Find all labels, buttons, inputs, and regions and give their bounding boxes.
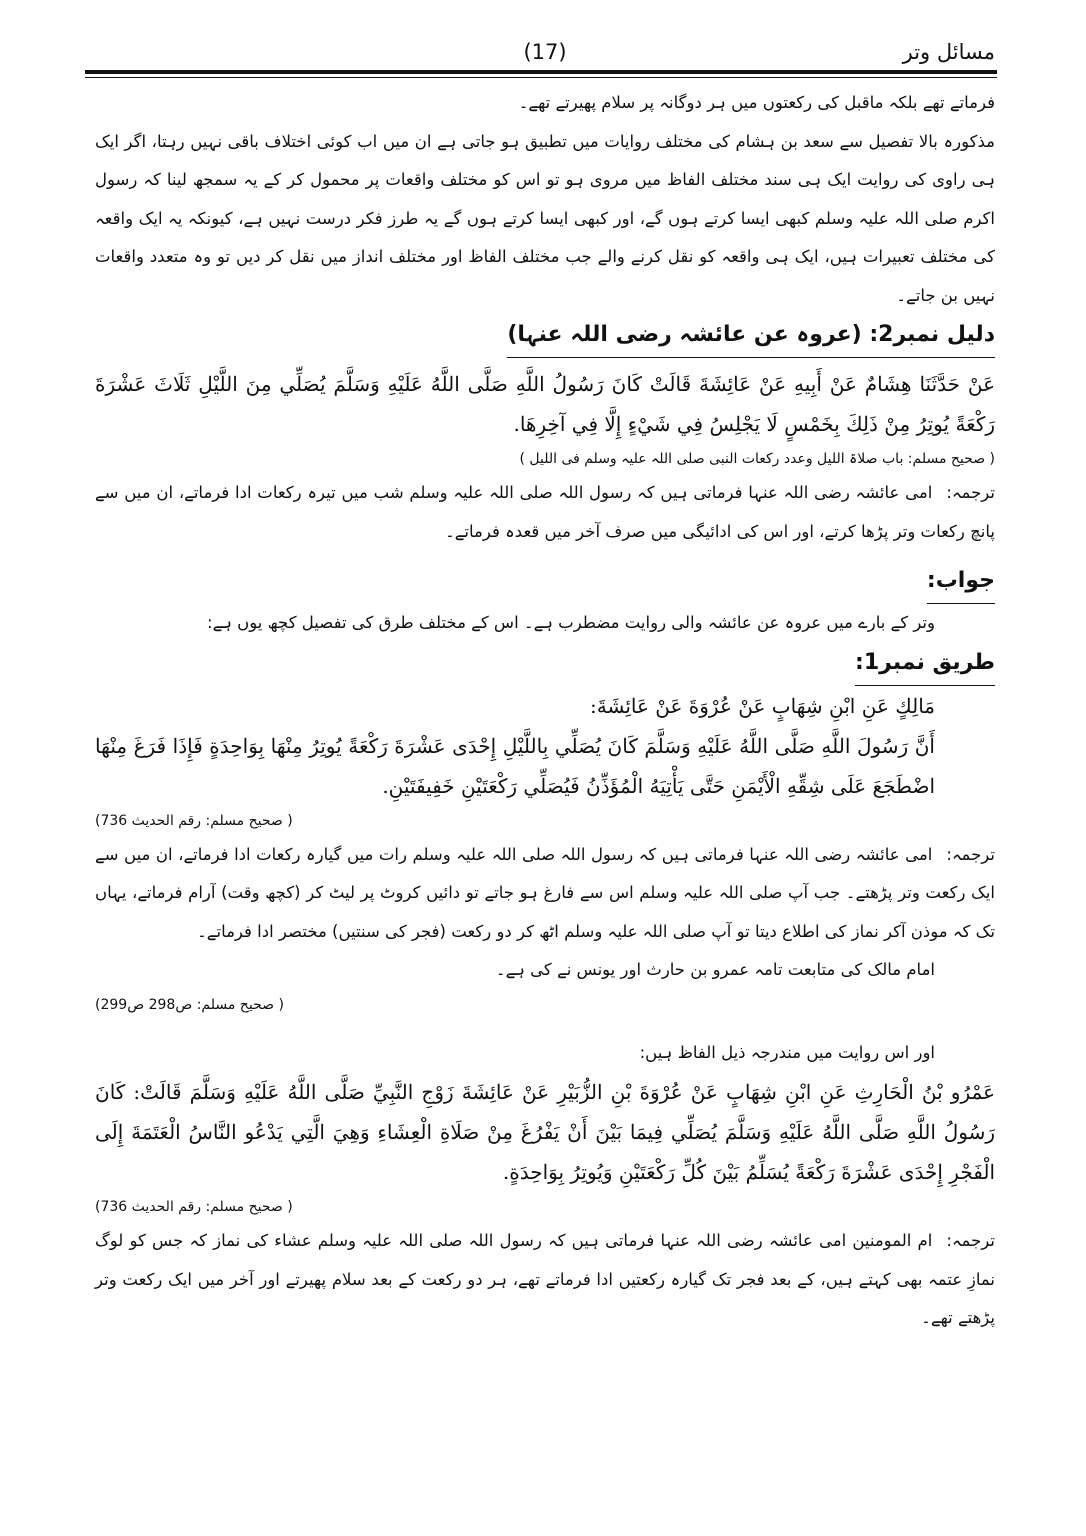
riwayah-2-reference: ( صحیح مسلم: رقم الحدیث 736) <box>95 1199 293 1215</box>
header-rule-thick <box>85 70 997 74</box>
jawab-text: وتر کے بارے میں عروہ عن عائشہ والی روایت مضطرب ہے۔ اس کے مختلف طرق کی تفصیل کچھ یوں ہے: <box>207 613 935 632</box>
translation-label: ترجمہ: <box>946 1231 995 1250</box>
translation-label: ترجمہ: <box>946 844 995 864</box>
header-rule-thin <box>85 77 997 78</box>
paragraph-1: فرماتے تھے بلکہ ماقبل کی رکعتوں میں ہر دوگانہ پر سلام پھیرتے تھے۔ <box>518 93 995 112</box>
tareeq-1-translation <box>95 836 995 952</box>
translation-label: ترجمہ: <box>946 483 995 502</box>
tareeq-1-reference: ( صحیح مسلم: رقم الحدیث 736) <box>95 812 293 829</box>
dalil-2-translation <box>95 474 995 551</box>
tareeq-1-translation-text: امی عائشہ رضی اللہ عنہا فرماتی ہیں کہ رسول اللہ صلی اللہ علیہ وسلم رات میں گیارہ رکعات ادا فرماتے، ان میں سے ایک رکعت وتر پڑھتے۔ جب آپ صلی اللہ علیہ وسلم اس سے فارغ ہو جاتے تو دائیں کروٹ پر لیٹ کر (کچھ وقت) آرام فرماتے، یہاں تک کہ موذن آکر نماز کی اطلاع دیتا تو آپ صلی اللہ علیہ وسلم اٹھ کر دو رکعت (فجر کی سنتیں) مختصر ادا فرماتے۔ <box>95 844 995 941</box>
riwayah-2-translation <box>95 1222 995 1338</box>
tareeq-1-reference-2: ( صحیح مسلم: ص298 ص299) <box>95 996 284 1013</box>
dalil-2-heading: دلیل نمبر2: (عروہ عن عائشہ رضی اللہ عنہا) <box>507 315 995 358</box>
dalil-2-arabic-text: عَنْ حَدَّثَنَا هِشَامٌ عَنْ أَبِيهِ عَنْ عَائِشَةَ قَالَتْ كَانَ رَسُولُ اللَّهِ صَلَّى اللَّهُ عَلَيْهِ وَسَلَّمَ يُصَلِّي مِنَ اللَّيْلِ ثَلَاثَ عَشْرَةَ رَكْعَةً يُوتِرُ مِنْ ذَلِكَ بِخَمْسٍ لَا يَجْلِسُ فِي شَيْءٍ إِلَّا فِي آخِرِهَا. <box>95 372 995 436</box>
dalil-2-translation-text: امی عائشہ رضی اللہ عنہا فرماتی ہیں کہ رسول اللہ صلی اللہ علیہ وسلم شب میں تیرہ رکعات ادا فرماتے، ان میں سے پانچ رکعات وتر پڑھا کرتے، اور اس کی ادائیگی میں صرف آخر میں قعدہ فرماتے۔ <box>95 483 995 541</box>
jawab-heading: جواب: <box>927 561 995 604</box>
page-number: (17) <box>523 40 567 64</box>
dalil-2-reference: ( صحیح مسلم: باب صلاۃ اللیل وعدد رکعات النبی صلی اللہ علیہ وسلم فی اللیل ) <box>519 451 995 467</box>
tareeq-1-isnad: مَالِكٍ عَنِ ابْنِ شِهَابٍ عَنْ عُرْوَةَ عَنْ عَائِشَةَ: <box>590 693 935 718</box>
riwayah-2-arabic-text: عَمْرُو بْنُ الْحَارِثِ عَنِ ابْنِ شِهَابٍ عَنْ عُرْوَةَ بْنِ الزُّبَيْرِ عَنْ عَائِشَةَ زَوْجِ النَّبِيِّ صَلَّى اللَّهُ عَلَيْهِ وَسَلَّمَ قَالَتْ: كَانَ رَسُولُ اللَّهِ صَلَّى اللَّهُ عَلَيْهِ وَسَلَّمَ يُصَلِّي فِيمَا بَيْنَ أَنْ يَفْرُغَ مِنْ صَلَاةِ الْعِشَاءِ وَهِيَ الَّتِي يَدْعُو النَّاسُ الْعَتَمَةَ إِلَى الْفَجْرِ إِحْدَى عَشْرَةَ رَكْعَةً يُسَلِّمُ بَيْنَ كُلِّ رَكْعَتَيْنِ وَيُوتِرُ بِوَاحِدَةٍ. <box>95 1080 995 1184</box>
paragraph-2: مذکورہ بالا تفصیل سے سعد بن ہشام کی مختلف روایات میں تطبیق ہو جاتی ہے ان میں اب کوئی اختلاف باقی نہیں رہتا، اگر ایک ہی راوی کی روایت ایک ہی سند مختلف الفاظ میں مروی ہو تو اس کو مختلف واقعات پر محمول کر کے یہ سمجھ لینا کہ رسول اکرم صلی اللہ علیہ وسلم کبھی ایسا کرتے ہوں گے، اور کبھی ایسا کرتے ہوں گے یہ طرز فکر درست نہیں ہے، کیونکہ یہ ایک واقعہ کی مختلف تعبیرات ہیں، ایک ہی واقعہ کو نقل کرنے والے جب مختلف الفاظ اور مختلف انداز میں نقل کر دیں تو وہ متعدد واقعات نہیں بن جاتے۔ <box>95 131 995 305</box>
tareeq-1-mutabaat: امام مالک کی متابعت تامہ عمرو بن حارث اور یونس نے کی ہے۔ <box>495 960 935 979</box>
riwayah-2-translation-text: ام المومنین امی عائشہ رضی اللہ عنہا فرماتی ہیں کہ رسول اللہ صلی اللہ علیہ وسلم عشاء کی نماز کہ جس کو لوگ نمازِ عتمہ بھی کہتے ہیں، کے بعد فجر تک گیارہ رکعتیں ادا فرماتے تھے، ہر دو رکعت کے بعد سلام پھیرتے اور آخر میں ایک رکعت وتر پڑھتے تھے۔ <box>95 1231 995 1327</box>
tareeq-1-arabic-text: أَنَّ رَسُولَ اللَّهِ صَلَّى اللَّهُ عَلَيْهِ وَسَلَّمَ كَانَ يُصَلِّي بِاللَّيْلِ إِحْدَى عَشْرَةَ رَكْعَةً يُوتِرُ مِنْهَا بِوَاحِدَةٍ فَإِذَا فَرَغَ مِنْهَا اضْطَجَعَ عَلَى شِقِّهِ الْأَيْمَنِ حَتَّى يَأْتِيَهُ الْمُؤَذِّنُ فَيُصَلِّي رَكْعَتَيْنِ خَفِيفَتَيْنِ. <box>95 733 935 798</box>
riwayah-2-intro: اور اس روایت میں مندرجہ ذیل الفاظ ہیں: <box>639 1042 935 1062</box>
page-content <box>95 84 995 1338</box>
page-header <box>95 40 995 70</box>
tareeq-1-heading: طریق نمبر1: <box>855 643 995 686</box>
header-title: مسائل وتر <box>902 40 995 64</box>
